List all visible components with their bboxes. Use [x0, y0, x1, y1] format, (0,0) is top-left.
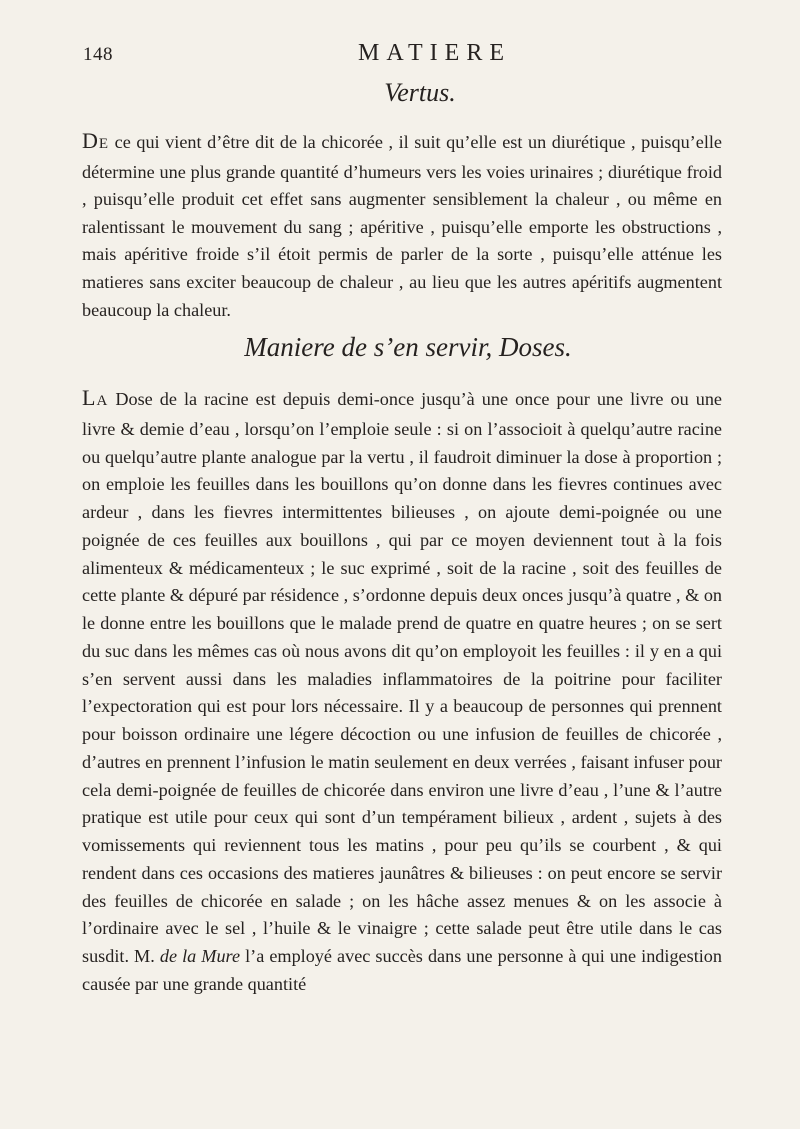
paragraph-text: Dose de la racine est depuis demi-once jusqu’à une once pour une livre ou une livre & demie d’eau , lorsqu’on l’emploie seule : si on l’associoit à quelqu’autre racine ou quelqu’autre plante analogue par la vertu , il faudroit diminuer la dose à proportion ; on emploie les feuilles dans les bouillons qu’on donne dans les fievres continues avec ardeur , dans les fievres intermittentes bilieuses , on ajoute demi-poignée ou une poignée de ces feuilles aux bouillons , qui par ce moyen deviennent tout à la fois alimenteux & médicamenteux ; le suc exprimé , soit de la racine , soit des feuilles de cette plante & dépuré par résidence , s’ordonne depuis deux onces jusqu’à quatre , & on le donne entre les bouillons que le malade prend de quatre en quatre heures ; on se sert du suc dans les mêmes cas où nous avons dit qu’on employoit les feuilles : il y en a qui s’en servent aussi dans les maladies inflammatoires de la poitrine pour faciliter l’expectoration qui est pour lors nécessaire. Il y a beaucoup de personnes qui prennent pour boisson ordinaire une légere décoction ou une infusion de feuilles de chicorée , d’autres en prennent l’infusion le matin seulement en deux verrées , faisant infuser pour cela demi-poignée de feuilles de chicorée dans environ une livre d’eau , l’une & l’autre pratique est utile pour ceux qui sont d’un tempérament bilieux , ardent , sujets à des vomissements qui reviennent tous les matins , pour peu qu’ils se courbent , & qui rendent dans ces occasions des matieres jaunâtres & bilieuses : on peut encore se servir des feuilles de chicorée en salade ; on les hâche assez menues & on les associe à l’ordinaire avec le sel , l’huile & le vinaigre ; cette salade peut être utile dans le cas susdit. M.	[82, 389, 722, 966]
author-name: de la Mure	[159, 946, 241, 966]
running-head: MATIERE	[358, 40, 511, 66]
paragraph-maniere	[82, 384, 722, 999]
section-title-maniere: Maniere de s’en servir, Doses.	[244, 332, 572, 362]
page-number: 148	[83, 44, 113, 65]
paragraph-text: ce qui vient d’être dit de la chicorée , il suit qu’elle est un diurétique , puisqu’elle détermine une plus grande quantité d’humeurs vers les voies urinaires ; diurétique froid , puisqu’elle produit cet effet sans augmenter sensiblement la chaleur , ou même en ralentissant le mouvement du sang ; apéritive , puisqu’elle emporte les obstructions , mais apéritive froide s’il étoit permis de parler de la sorte , puisqu’elle atténue les matieres sans exciter beaucoup de chaleur , au lieu que les autres apéritifs augmentent beaucoup la chaleur.	[82, 132, 722, 320]
paragraph-vertus	[82, 127, 722, 324]
section-title-vertus: Vertus.	[384, 78, 456, 107]
initial-letter: L	[82, 385, 97, 410]
paragraph-text-end: l’a employé avec succès dans une personne à qui une indigestion causée par une grande quantité	[82, 946, 722, 994]
initial-letter: D	[82, 128, 99, 153]
initial-smallcap: A	[96, 393, 109, 409]
initial-smallcap: E	[98, 136, 110, 152]
